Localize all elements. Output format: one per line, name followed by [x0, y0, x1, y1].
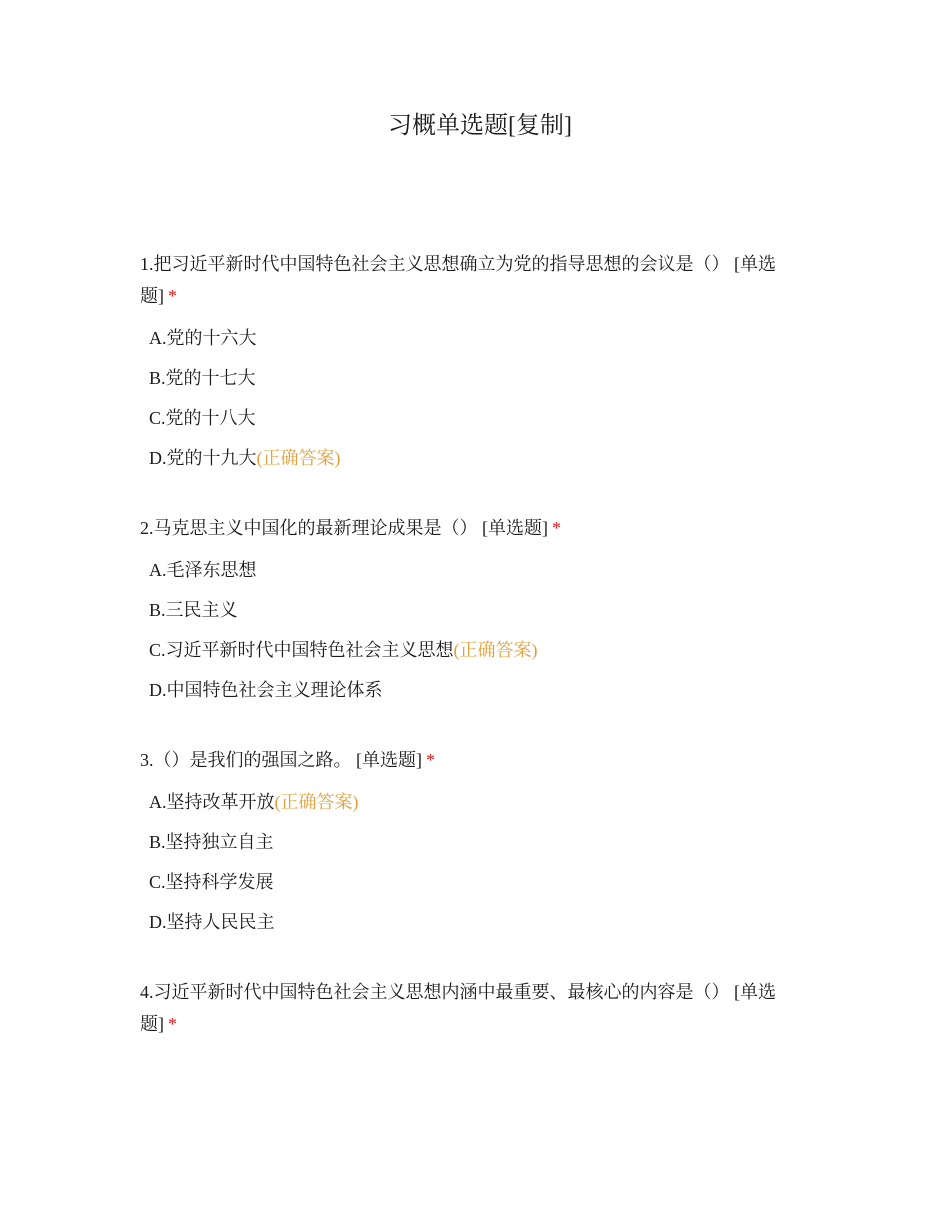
option-label: B.党的十七大 [149, 368, 256, 388]
question-3 [140, 744, 805, 942]
correct-answer-marker: (正确答案) [453, 640, 538, 660]
option-b [140, 822, 805, 862]
option-label: C.党的十八大 [149, 408, 256, 428]
option-a [140, 782, 805, 822]
question-text [140, 744, 805, 776]
option-a [140, 550, 805, 590]
option-d [140, 670, 805, 710]
correct-answer-marker: (正确答案) [256, 448, 341, 468]
required-mark: * [168, 286, 177, 306]
option-b [140, 358, 805, 398]
question-stem: 4.习近平新时代中国特色社会主义思想内涵中最重要、最核心的内容是（） [单选题] [140, 982, 776, 1034]
option-c [140, 398, 805, 438]
question-stem: 1.把习近平新时代中国特色社会主义思想确立为党的指导思想的会议是（） [单选题] [140, 254, 776, 306]
option-label: C.坚持科学发展 [149, 872, 274, 892]
option-label: D.坚持人民民主 [149, 912, 275, 932]
question-2 [140, 512, 805, 710]
option-label: A.毛泽东思想 [149, 560, 257, 580]
option-label: A.党的十六大 [149, 328, 257, 348]
question-text [140, 248, 805, 312]
question-text [140, 976, 805, 1040]
required-mark: * [552, 518, 561, 538]
option-d [140, 438, 805, 478]
question-stem: 3.（）是我们的强国之路。 [单选题] [140, 750, 422, 770]
question-1 [140, 248, 805, 478]
option-label: C.习近平新时代中国特色社会主义思想 [149, 640, 454, 660]
question-stem: 2.马克思主义中国化的最新理论成果是（） [单选题] [140, 518, 548, 538]
option-label: D.党的十九大 [149, 448, 257, 468]
option-label: A.坚持改革开放 [149, 792, 275, 812]
option-label: D.中国特色社会主义理论体系 [149, 680, 383, 700]
document-title: 习概单选题[复制] [388, 113, 572, 139]
required-mark: * [426, 750, 435, 770]
question-4 [140, 976, 805, 1040]
option-label: B.三民主义 [149, 600, 238, 620]
option-b [140, 590, 805, 630]
option-d [140, 902, 805, 942]
option-c [140, 862, 805, 902]
question-text [140, 512, 805, 544]
option-label: B.坚持独立自主 [149, 832, 274, 852]
option-c [140, 630, 805, 670]
correct-answer-marker: (正确答案) [274, 792, 359, 812]
question-list [140, 248, 805, 1074]
option-a [140, 318, 805, 358]
required-mark: * [168, 1014, 177, 1034]
